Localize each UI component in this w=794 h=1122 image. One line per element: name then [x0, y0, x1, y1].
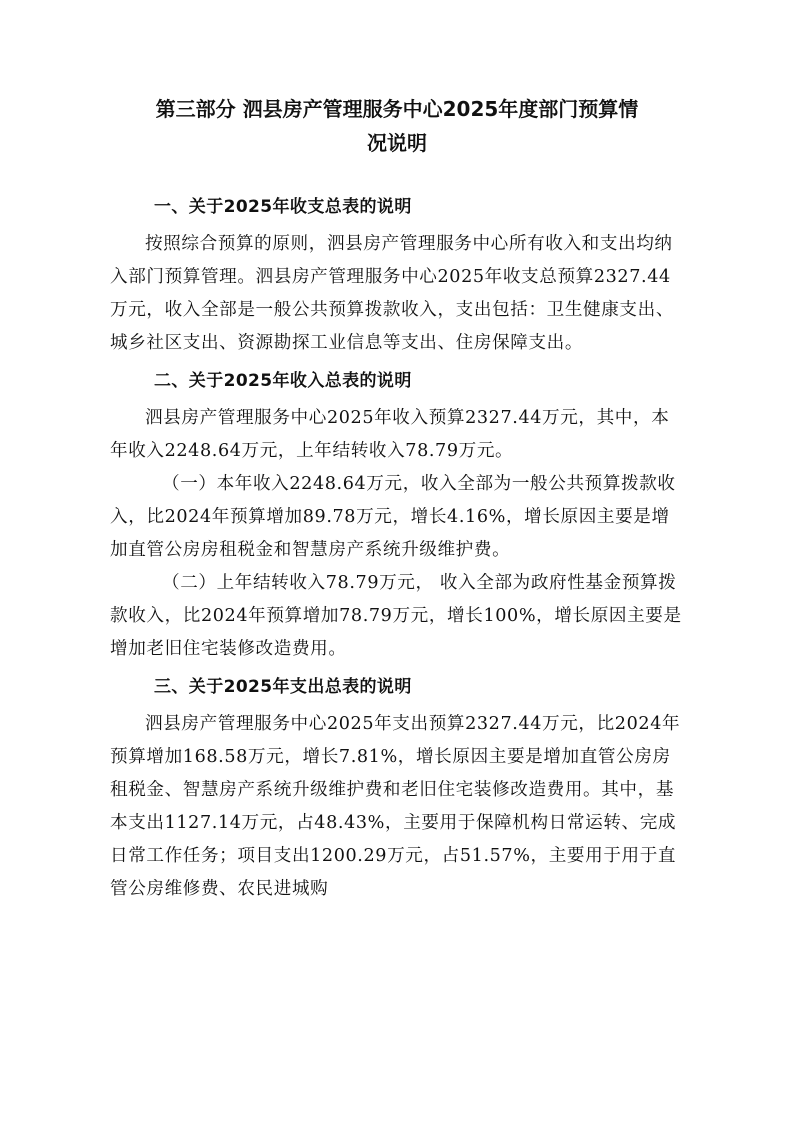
section-3-heading: 三、关于2025年支出总表的说明 — [154, 677, 412, 697]
section-1-paragraph-1: 按照综合预算的原则，泗县房产管理服务中心所有收入和支出均纳入部门预算管理。泗县房产管理服务中心2025年收支总预算2327.44万元，收入全部是一般公共预算拨款收入，支出包括：卫生健康支出、城乡社区支出、资源勘探工业信息等支出、住房保障支出。 — [110, 234, 675, 353]
section-3-paragraph-1: 泗县房产管理服务中心2025年支出预算2327.44万元，比2024年预算增加168.58万元，增长7.81%，增长原因主要是增加直管公房房租税金、智慧房产系统升级维护费和老旧住宅装修改造费用。其中，基本支出1127.14万元，占48.43%，主要用于保障机构日常运转、完成日常工作任务；项目支出1200.29万元，占51.57%，主要用于用于直管公房维修费、农民进城购 — [110, 714, 681, 899]
page-title — [100, 92, 694, 160]
title-line-2: 况说明 — [367, 131, 427, 155]
title-line-1: 第三部分 泗县房产管理服务中心2025年度部门预算情 — [155, 97, 639, 121]
section-2-paragraph-3: （二）上年结转收入78.79万元， 收入全部为政府性基金预算拨款收入，比2024年预算增加78.79万元，增长100%，增长原因主要是增加老旧住宅装修改造费用。 — [110, 573, 682, 659]
section-2-heading: 二、关于2025年收入总表的说明 — [154, 371, 412, 391]
document-body — [110, 186, 684, 906]
section-2-paragraph-1: 泗县房产管理服务中心2025年收入预算2327.44万元，其中，本年收入2248.64万元，上年结转收入78.79万元。 — [110, 408, 670, 461]
section-1-heading: 一、关于2025年收支总表的说明 — [154, 197, 412, 217]
section-2-paragraph-2: （一）本年收入2248.64万元，收入全部为一般公共预算拨款收入，比2024年预算增加89.78万元，增长4.16%，增长原因主要是增加直管公房房租税金和智慧房产系统升级维护费。 — [110, 474, 676, 560]
